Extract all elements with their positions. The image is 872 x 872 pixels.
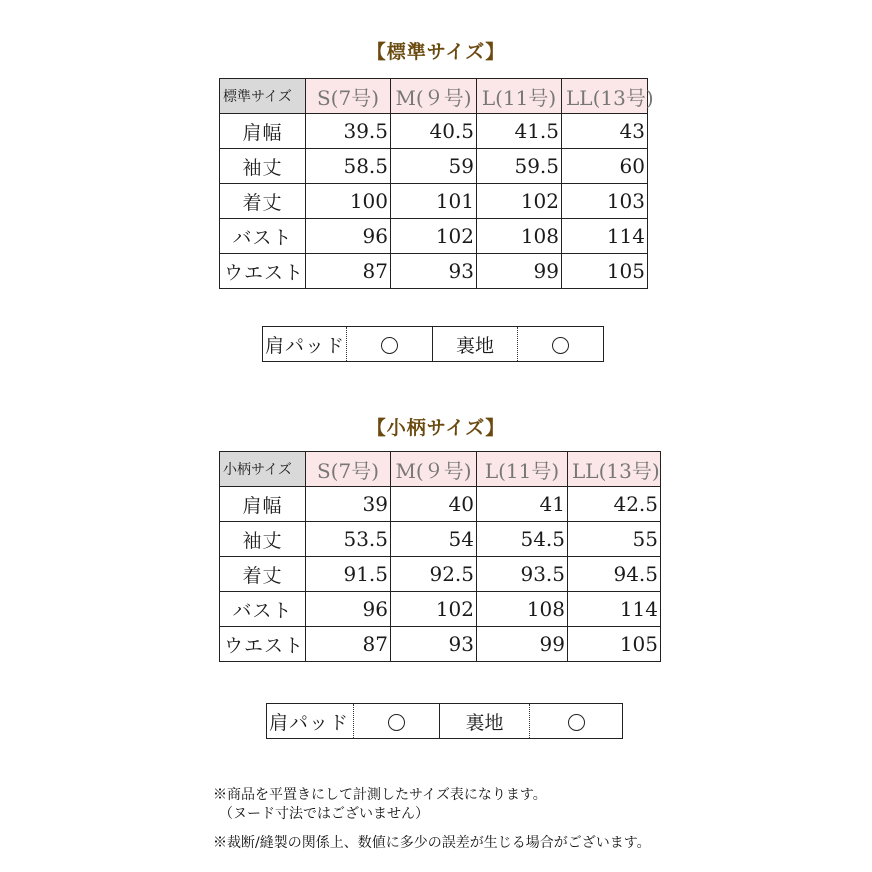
standard-size-table [219,78,654,289]
row-label: ウエスト [220,627,306,662]
measurement-cell: 59.5 [477,149,562,184]
size-header: M(９号) [391,79,477,114]
petite-options-table [266,703,623,739]
measurement-cell: 93.5 [477,557,568,592]
measurement-cell: 96 [306,219,391,254]
lining-value [518,327,604,362]
measurement-cell: 114 [562,219,648,254]
measurement-cell: 101 [391,184,477,219]
measurement-cell: 53.5 [306,522,391,557]
measurement-cell: 54 [391,522,477,557]
measurement-cell: 55 [568,522,661,557]
measurement-cell: 94.5 [568,557,661,592]
lining-value [530,704,623,739]
measurement-cell: 103 [562,184,648,219]
measurement-cell: 87 [306,627,391,662]
petite-size-table [219,451,661,662]
measurement-cell: 114 [568,592,661,627]
table-row [220,627,661,662]
note-not-nude: （ヌード寸法ではございません） [219,806,429,822]
standard-size-title: 【標準サイズ】 [366,41,506,63]
size-header: LL(13号) [568,452,661,487]
table-row [220,114,648,149]
table-row [220,557,661,592]
table-header-label: 小柄サイズ [220,452,306,487]
measurement-cell: 59 [391,149,477,184]
row-label: 肩幅 [220,487,306,522]
measurement-cell: 102 [477,184,562,219]
size-header: M(９号) [391,452,477,487]
measurement-cell: 99 [477,254,562,289]
lining-label: 裏地 [440,704,530,739]
table-row [220,487,661,522]
table-row [220,522,661,557]
table-row [220,254,648,289]
size-header: L(11号) [477,79,562,114]
measurement-cell: 41 [477,487,568,522]
row-label: 袖丈 [220,149,306,184]
table-row [220,592,661,627]
circle-mark-icon [388,714,405,731]
measurement-cell: 93 [391,254,477,289]
table-header-row [220,452,661,487]
shoulder-pad-value [347,327,433,362]
row-label: バスト [220,592,306,627]
measurement-cell: 87 [306,254,391,289]
row-label: 肩幅 [220,114,306,149]
measurement-cell: 39 [306,487,391,522]
options-row [263,327,604,362]
measurement-cell: 43 [562,114,648,149]
lining-label: 裏地 [433,327,518,362]
measurement-cell: 108 [477,219,562,254]
standard-options-table [262,326,604,362]
measurement-cell: 40.5 [391,114,477,149]
table-row [220,149,648,184]
row-label: 着丈 [220,557,306,592]
circle-mark-icon [552,337,569,354]
size-header: S(7号) [306,452,391,487]
measurement-cell: 102 [391,219,477,254]
measurement-cell: 60 [562,149,648,184]
circle-mark-icon [381,337,398,354]
measurement-cell: 93 [391,627,477,662]
measurement-cell: 54.5 [477,522,568,557]
row-label: ウエスト [220,254,306,289]
measurement-cell: 105 [562,254,648,289]
measurement-cell: 96 [306,592,391,627]
note-measurement: ※商品を平置きにして計測したサイズ表になります。 [213,787,547,803]
table-row [220,219,648,254]
table-header-row [220,79,648,114]
table-header-label: 標準サイズ [220,79,306,114]
row-label: 着丈 [220,184,306,219]
measurement-cell: 41.5 [477,114,562,149]
petite-size-title: 【小柄サイズ】 [366,417,506,439]
measurement-cell: 108 [477,592,568,627]
size-header: L(11号) [477,452,568,487]
note-tolerance: ※裁断/縫製の関係上、数値に多少の誤差が生じる場合がございます。 [213,835,651,851]
row-label: バスト [220,219,306,254]
measurement-cell: 102 [391,592,477,627]
shoulder-pad-label: 肩パッド [269,711,350,734]
measurement-cell: 100 [306,184,391,219]
size-header: S(7号) [306,79,391,114]
shoulder-pad-value [354,704,440,739]
row-label: 袖丈 [220,522,306,557]
circle-mark-icon [568,714,585,731]
measurement-cell: 91.5 [306,557,391,592]
size-header: LL(13号) [562,79,648,114]
measurement-cell: 99 [477,627,568,662]
measurement-cell: 58.5 [306,149,391,184]
table-row [220,184,648,219]
measurement-cell: 40 [391,487,477,522]
options-row [267,704,623,739]
measurement-cell: 42.5 [568,487,661,522]
measurement-cell: 92.5 [391,557,477,592]
measurement-cell: 105 [568,627,661,662]
measurement-cell: 39.5 [306,114,391,149]
shoulder-pad-label: 肩パッド [265,334,346,357]
